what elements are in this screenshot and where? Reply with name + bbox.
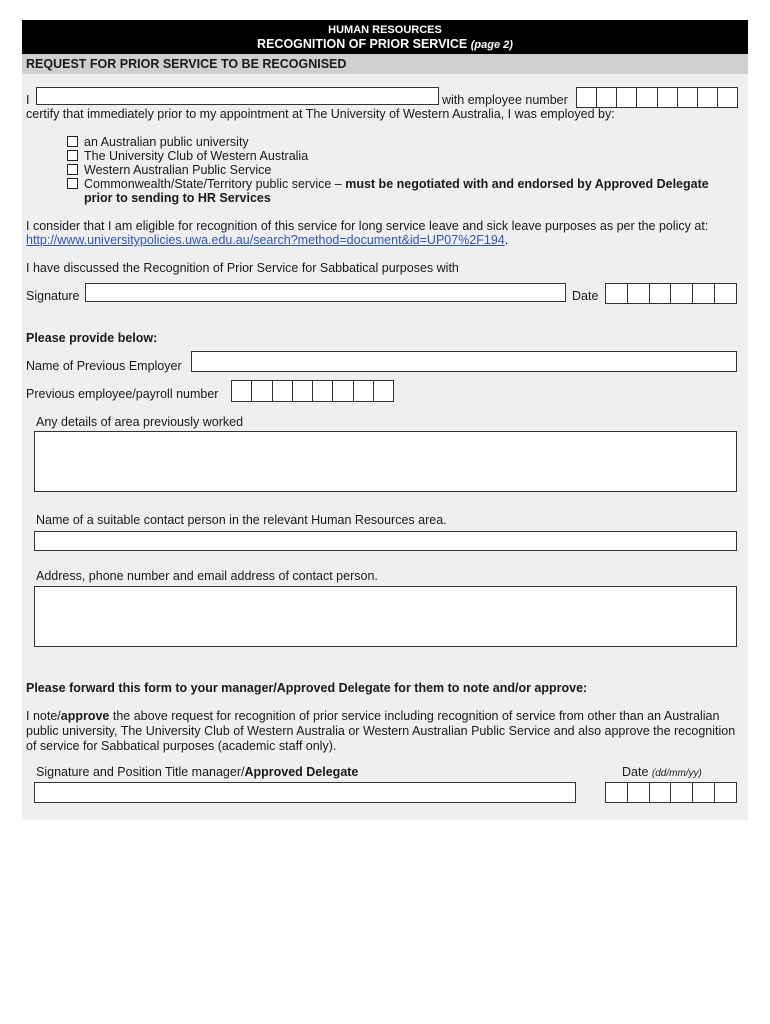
manager-signature-label: Signature and Position Title manager/Approved Delegate [36,765,359,779]
date2-label: Date (dd/mm/yy) [622,765,702,779]
manager-signature-field[interactable] [34,782,576,803]
i-label: I [26,93,30,107]
employee-name-field[interactable] [36,87,439,105]
payroll-number-boxes[interactable] [231,380,394,402]
form-header [22,20,748,54]
policy-link[interactable]: http://www.universitypolicies.uwa.edu.au/search?method=document&id=UP07%2F194 [26,233,505,247]
option-university-label: an Australian public university [84,135,249,149]
header-department: HUMAN RESOURCES [328,24,442,36]
date2-boxes[interactable] [605,782,737,803]
option-uni-club-label: The University Club of Western Australia [84,149,309,163]
area-field[interactable] [34,431,737,492]
header-page-note: (page 2) [470,39,513,51]
signature-label: Signature [26,289,80,303]
section-title-bar [22,54,748,74]
address-field[interactable] [34,586,737,647]
sabbatical-text: I have discussed the Recognition of Prior Service for Sabbatical purposes with [26,261,459,275]
section-title: REQUEST FOR PRIOR SERVICE TO BE RECOGNISED [26,57,347,71]
option-commonwealth-checkbox[interactable] [67,178,78,189]
previous-employer-label: Name of Previous Employer [26,359,182,373]
area-label: Any details of area previously worked [36,415,244,429]
date-label: Date [572,289,599,303]
certify-text: certify that immediately prior to my appointment at The University of Western Australia, I was employed by: [26,107,615,121]
forward-heading: Please forward this form to your manager/Approved Delegate for them to note and/or approve: [26,681,588,695]
option-wa-public-service-label: Western Australian Public Service [84,163,272,177]
previous-employer-field[interactable] [191,351,737,372]
option-university-checkbox[interactable] [67,136,78,147]
option-commonwealth-label: Commonwealth/State/Territory public service – must be negotiated with and endorsed by Approved Delegate [84,177,709,191]
header-title: RECOGNITION OF PRIOR SERVICE (page 2) [257,37,513,51]
date-boxes[interactable] [605,283,737,304]
eligibility-text: I consider that I am eligible for recognition of this service for long service leave and sick leave purposes as per the policy at: [26,219,709,233]
payroll-label: Previous employee/payroll number [26,387,219,401]
option-wa-public-service-checkbox[interactable] [67,164,78,175]
option-uni-club-checkbox[interactable] [67,150,78,161]
policy-link-line: http://www.universitypolicies.uwa.edu.au/search?method=document&id=UP07%2F194. [26,233,509,247]
employee-number-label: with employee number [442,93,568,107]
contact-label: Name of a suitable contact person in the relevant Human Resources area. [36,513,447,527]
signature-field[interactable] [85,283,566,302]
option-commonwealth-note: prior to sending to HR Services [84,191,271,205]
provide-heading: Please provide below: [26,331,158,345]
approval-text: I note/approve the above request for recognition of prior service including recognition of service from other than an Australian public university, The University Club of Western Australia or Western Australian Public Service and also approve the recognition of service for Sabbatical purposes (academic staff only). [26,709,736,753]
contact-field[interactable] [34,531,737,551]
rpl-form [22,20,748,820]
employee-number-boxes[interactable] [576,87,738,108]
address-label: Address, phone number and email address of contact person. [36,569,378,583]
